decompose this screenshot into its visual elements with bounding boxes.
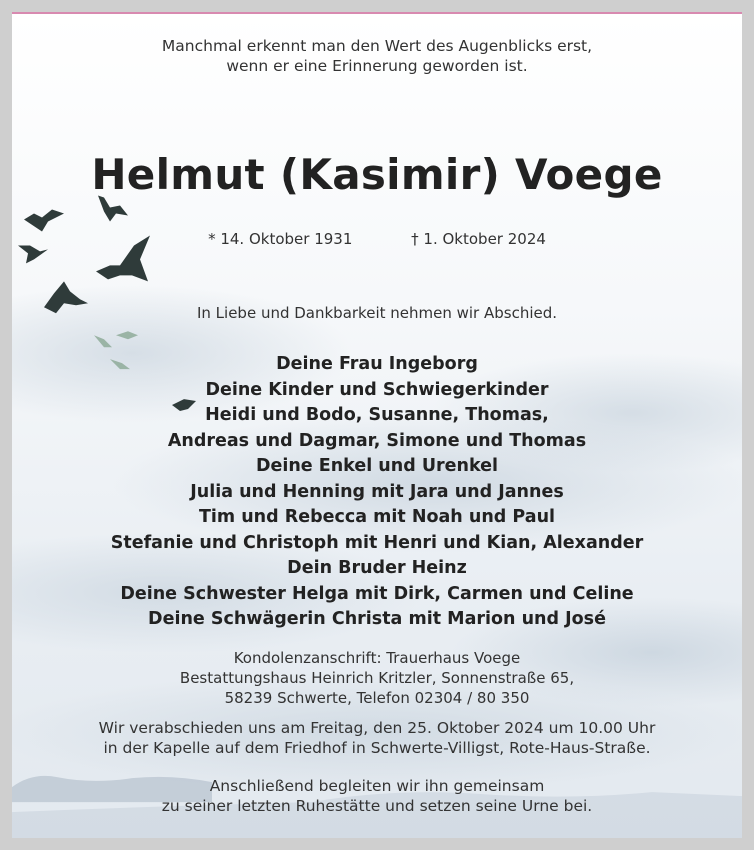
- service-line: Wir verabschieden uns am Freitag, den 25. Oktober 2024 um 10.00 Uhr: [98, 719, 656, 737]
- quote-line: Manchmal erkennt man den Wert des Augenblicks erst,: [161, 37, 593, 55]
- family-line: Heidi und Bodo, Susanne, Thomas,: [205, 405, 549, 425]
- family-line: Deine Schwester Helga mit Dirk, Carmen und Celine: [120, 583, 634, 604]
- family-list: [12, 352, 742, 633]
- farewell-text: In Liebe und Dankbarkeit nehmen wir Abschied.: [196, 304, 558, 322]
- obituary-content: [12, 14, 742, 838]
- quote-line: wenn er eine Erinnerung geworden ist.: [226, 57, 528, 75]
- condolence-line: 58239 Schwerte, Telefon 02304 / 80 350: [224, 689, 530, 707]
- opening-quote: [12, 36, 742, 76]
- condolence-address: [12, 648, 742, 708]
- burial-info: [12, 776, 742, 816]
- family-line: Deine Frau Ingeborg: [276, 354, 478, 374]
- family-line: Dein Bruder Heinz: [287, 558, 467, 578]
- birth-date: * 14. Oktober 1931: [208, 230, 353, 248]
- family-line: Deine Enkel und Urenkel: [255, 456, 499, 476]
- service-line: in der Kapelle auf dem Friedhof in Schwerte-Villigst, Rote-Haus-Straße.: [103, 739, 651, 757]
- deceased-name: Helmut (Kasimir) Voege: [91, 150, 663, 199]
- family-line: Andreas und Dagmar, Simone und Thomas: [167, 430, 587, 451]
- death-date: † 1. Oktober 2024: [411, 230, 546, 248]
- obituary-card: [12, 12, 742, 838]
- family-line: Tim und Rebecca mit Noah und Paul: [198, 507, 556, 527]
- life-dates: [12, 230, 742, 248]
- family-line: Julia und Henning mit Jara und Jannes: [190, 481, 564, 502]
- family-line: Deine Kinder und Schwiegerkinder: [205, 379, 549, 400]
- burial-line: Anschließend begleiten wir ihn gemeinsam: [209, 777, 545, 795]
- burial-line: zu seiner letzten Ruhestätte und setzen seine Urne bei.: [161, 797, 593, 815]
- service-info: [12, 718, 742, 758]
- condolence-line: Kondolenzanschrift: Trauerhaus Voege: [233, 649, 521, 667]
- family-line: Deine Schwägerin Christa mit Marion und José: [148, 609, 606, 629]
- family-line: Stefanie und Christoph mit Henri und Kian, Alexander: [110, 532, 644, 553]
- condolence-line: Bestattungshaus Heinrich Kritzler, Sonnenstraße 65,: [179, 669, 575, 687]
